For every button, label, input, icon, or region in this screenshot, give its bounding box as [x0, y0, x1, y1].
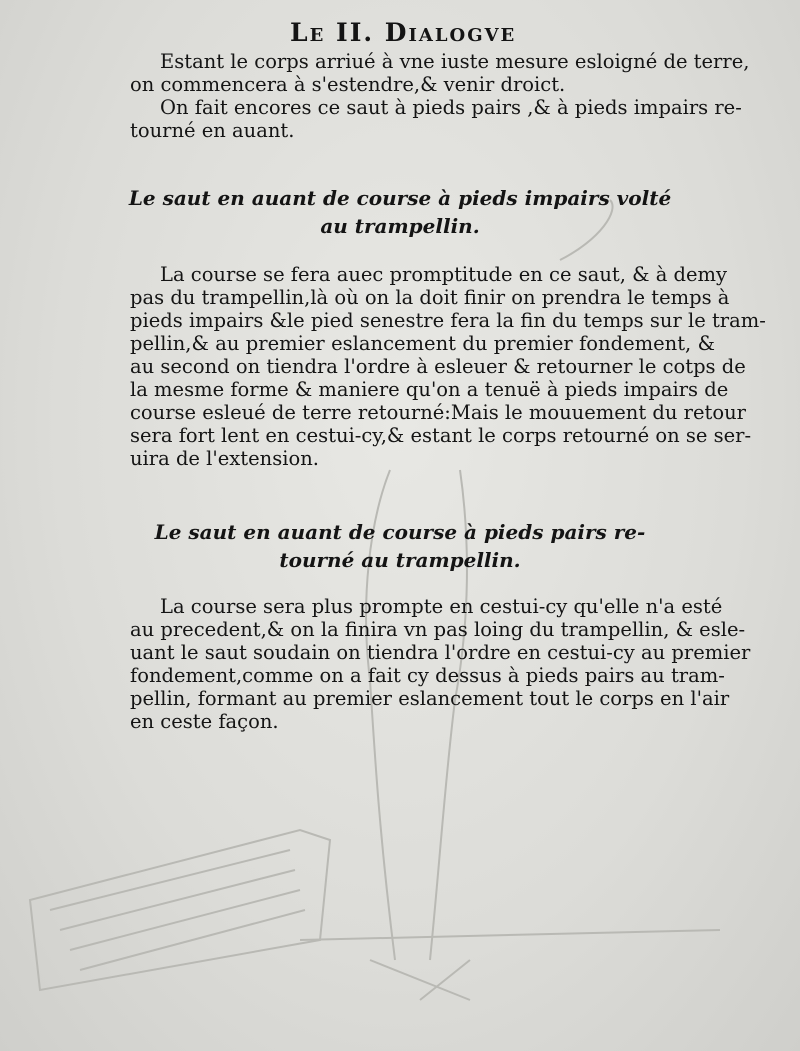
text-line: On fait encores ce saut à pieds pairs ,& à pieds impairs re- [160, 96, 742, 119]
text-line: tourné en auant. [130, 119, 295, 142]
heading-line: Le saut en auant de course à pieds impairs volté [128, 186, 672, 210]
text-line: en ceste façon. [130, 710, 279, 733]
text-line: Estant le corps arriué à vne iuste mesure esloigné de terre, [160, 50, 750, 73]
text-line: pas du trampellin,là où on la doit finir on prendra le temps à [130, 286, 730, 309]
text-line: pieds impairs &le pied senestre fera la fin du temps sur le tram- [130, 309, 766, 332]
section-heading [0, 518, 800, 574]
text-line: la mesme forme & maniere qu'on a tenuë à pieds impairs de [130, 378, 729, 401]
text-line: uant le saut soudain on tiendra l'ordre en cestui-cy au premier [130, 641, 751, 664]
heading-line: tourné au trampellin. [279, 548, 521, 572]
heading-line: Le saut en auant de course à pieds pairs re- [154, 520, 646, 544]
text-line: uira de l'extension. [130, 447, 319, 470]
text-line: on commencera à s'estendre,& venir droict. [130, 73, 566, 96]
section-paragraph [130, 263, 766, 470]
text-line: au second on tiendra l'ordre à esleuer & retourner le cotps de [130, 355, 746, 378]
text-line: sera fort lent en cestui-cy,& estant le corps retourné on se ser- [130, 424, 752, 447]
section-heading [0, 184, 800, 240]
text-line: fondement,comme on a fait cy dessus à pieds pairs au tram- [130, 664, 725, 687]
text-line: pellin,& au premier eslancement du premier fondement, & [130, 332, 715, 355]
heading-line: au trampellin. [320, 214, 480, 238]
text-line: La course sera plus prompte en cestui-cy qu'elle n'a esté [160, 595, 723, 618]
text-line: pellin, formant au premier eslancement tout le corps en l'air [130, 687, 730, 710]
intro-paragraph [130, 50, 750, 142]
text-line: course esleué de terre retourné:Mais le mouuement du retour [130, 401, 746, 424]
text-line: La course se fera auec promptitude en ce saut, & à demy [160, 263, 728, 286]
text-line: au precedent,& on la finira vn pas loing du trampellin, & esle- [130, 618, 746, 641]
running-head: Le II. Dialogve [290, 18, 517, 47]
section-paragraph [130, 595, 751, 733]
